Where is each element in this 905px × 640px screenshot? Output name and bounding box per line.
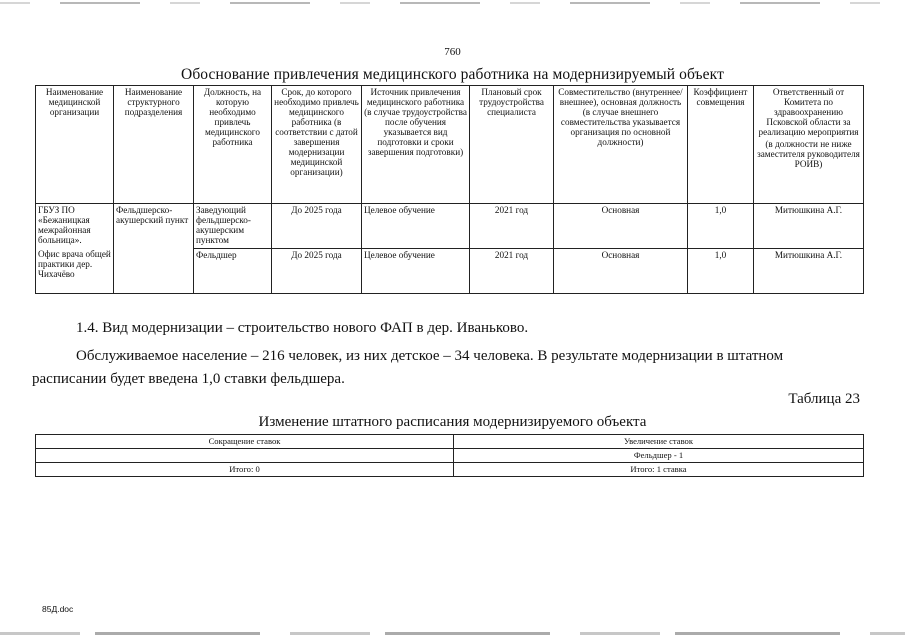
header-position: Должность, на которую необходимо привлечь медицинского работника (194, 86, 272, 204)
table-header-row (36, 435, 864, 449)
page-number: 760 (444, 46, 461, 58)
total-increase: Итого: 1 ставка (454, 463, 864, 477)
table-row (36, 204, 864, 249)
table-row (36, 449, 864, 463)
header-combination: Совместительство (внутреннее/внешнее), основная должность (в случае внешнего совместительства указывается организация по основной должности) (554, 86, 688, 204)
table-total-row (36, 463, 864, 477)
footer-filename: 85Д.doc (42, 604, 74, 614)
header-department: Наименование структурного подразделения (114, 86, 194, 204)
coef-cell: 1,0 (688, 249, 754, 294)
header-source: Источник привлечения медицинского работника (в случае трудоустройства после обучения указывается вид подготовки и сроки завершения подготовки) (362, 86, 470, 204)
header-responsible-main: Ответственный от Комитета по здравоохранению Псковской области за реализацию мероприятия (758, 87, 859, 137)
department-cell: Фельдшерско-акушерский пункт (114, 204, 194, 294)
combination-cell: Основная (554, 249, 688, 294)
staff-change-title: Изменение штатного расписания модернизируемого объекта (258, 414, 647, 430)
responsible-cell: Митюшкина А.Г. (754, 249, 864, 294)
deadline-cell: До 2025 года (272, 249, 362, 294)
header-reduction: Сокращение ставок (36, 435, 454, 449)
header-org: Наименование медицинской организации (36, 86, 114, 204)
plan-year-cell: 2021 год (470, 204, 554, 249)
source-cell: Целевое обучение (362, 249, 470, 294)
coef-cell: 1,0 (688, 204, 754, 249)
section-title: Обоснование привлечения медицинского работника на модернизируемый объект (181, 66, 724, 83)
header-responsible (754, 86, 864, 204)
staffing-justification-table (35, 85, 864, 294)
position-cell: Заведующий фельдшерско-акушерским пунктом (194, 204, 272, 249)
increase-cell: Фельдшер - 1 (454, 449, 864, 463)
modernization-type-paragraph: 1.4. Вид модернизации – строительство нового ФАП в дер. Иваньково. (76, 320, 529, 336)
plan-year-cell: 2021 год (470, 249, 554, 294)
header-increase: Увеличение ставок (454, 435, 864, 449)
table-number: Таблица 23 (788, 391, 860, 407)
org-name: ГБУЗ ПО «Бежаницкая межрайонная больница». (38, 205, 91, 245)
population-paragraph-line2: расписании будет введена 1,0 ставки фельдшера. (32, 371, 345, 387)
population-paragraph-line1: Обслуживаемое население – 216 человек, из них детское – 34 человека. В результате модернизации в штатном (76, 348, 784, 364)
table-header-row (36, 86, 864, 204)
header-coef: Коэффициент совмещения (688, 86, 754, 204)
org-office: Офис врача общей практики дер. Чихачёво (38, 248, 111, 279)
header-deadline: Срок, до которого необходимо привлечь медицинского работника (в соответствии с датой завершения модернизации медицинской организации) (272, 86, 362, 204)
deadline-cell: До 2025 года (272, 204, 362, 249)
reduction-cell (36, 449, 454, 463)
source-cell: Целевое обучение (362, 204, 470, 249)
combination-cell: Основная (554, 204, 688, 249)
header-plan-year: Плановый срок трудоустройства специалиста (470, 86, 554, 204)
header-responsible-note: (в должности не ниже заместителя руководителя РОИВ) (757, 138, 860, 169)
org-cell (36, 204, 114, 294)
position-cell: Фельдшер (194, 249, 272, 294)
population-paragraph (32, 345, 866, 391)
scan-artifact-top (0, 2, 905, 4)
total-reduction: Итого: 0 (36, 463, 454, 477)
staff-change-table (35, 434, 864, 477)
responsible-cell: Митюшкина А.Г. (754, 204, 864, 249)
scan-artifact-bottom (0, 632, 905, 635)
